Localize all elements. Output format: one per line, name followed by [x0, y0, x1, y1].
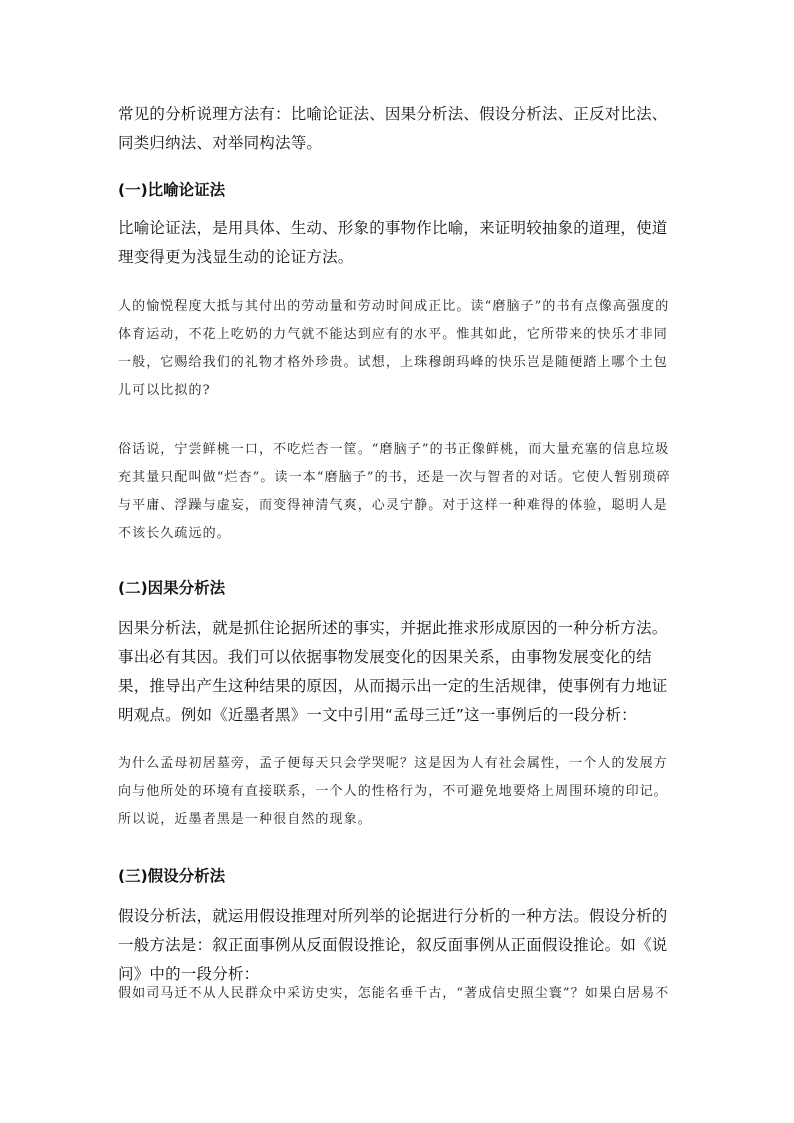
definition-metaphor: 比喻论证法，是用具体、生动、形象的事物作比喻，来证明较抽象的道理，使道理变得更为浅显生动的论证方法。 — [118, 219, 668, 266]
definition-causal: 因果分析法，就是抓住论据所述的事实，并据此推求形成原因的一种分析方法。事出必有其因。我们可以依据事物发展变化的因果关系，由事物发展变化的结果，推导出产生这种结果的原因，从而揭示出一定的生活规律，使事例有力地证明观点。例如《近墨者黑》一文中引用“孟母三迁”这一事例后的一段分析： — [118, 619, 668, 724]
section-heading-metaphor: (一)比喻论证法 — [118, 181, 226, 199]
section-heading-hypothesis: (三)假设分析法 — [118, 867, 226, 885]
quote-causal-1: 为什么孟母初居墓旁，孟子便每天只会学哭呢？这是因为人有社会属性，一个人的发展方向与他所处的环境有直接联系，一个人的性格行为，不可避免地要烙上周围环境的印记。所以说，近墨者黑是一种很自然的现象。 — [118, 756, 668, 827]
section-heading-causal: (二)因果分析法 — [118, 579, 226, 597]
quote-metaphor-2: 俗话说，宁尝鲜桃一口，不吃烂杏一筐。“磨脑子”的书正像鲜桃，而大量充塞的信息垃圾充其量只配叫做“烂杏”。读一本“磨脑子”的书，还是一次与智者的对话。它使人暂别琐碎与平庸、浮躁与虚妄，而变得神清气爽，心灵宁静。对于这样一种难得的体验，聪明人是不该长久疏远的。 — [118, 442, 671, 541]
intro-paragraph: 常见的分析说理方法有：比喻论证法、因果分析法、假设分析法、正反对比法、同类归纳法、对举同构法等。 — [118, 105, 668, 152]
quote-metaphor-1: 人的愉悦程度大抵与其付出的劳动量和劳动时间成正比。读“磨脑子”的书有点像高强度的体育运动，不花上吃奶的力气就不能达到应有的水平。惟其如此，它所带来的快乐才非同一般，它赐给我们的礼物才格外珍贵。试想，上珠穆朗玛峰的快乐岂是随便踏上哪个土包儿可以比拟的? — [118, 299, 670, 398]
quote-hypothesis-1: 假如司马迁不从人民群众中采访史实，怎能名垂千古，“著成信史照尘寰”？如果白居易不 — [118, 986, 670, 1001]
definition-hypothesis: 假设分析法，就运用假设推理对所列举的论据进行分析的一种方法。假设分析的一般方法是：叙正面事例从反面假设推论，叙反面事例从正面假设推论。如《说问》中的一段分析： — [118, 907, 668, 983]
